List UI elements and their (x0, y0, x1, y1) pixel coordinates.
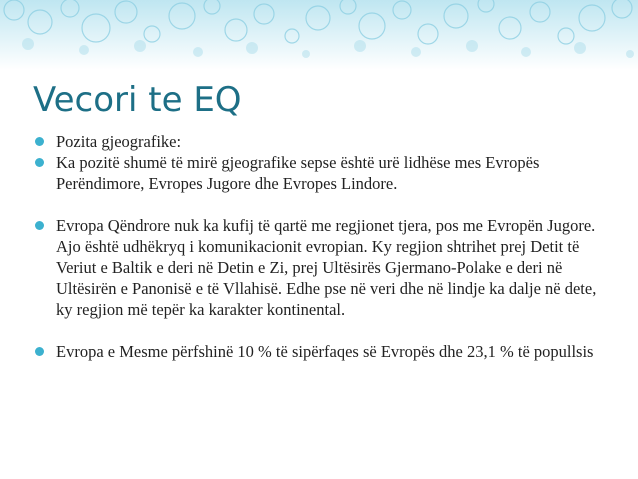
decorative-bubbles-header (0, 0, 638, 70)
bullet-text: Pozita gjeografike: (56, 132, 182, 151)
slide-title: Vecori te EQ (33, 80, 242, 120)
bullet-text: Ka pozitë shumë të mirë gjeografike sepse është urë lidhëse mes Evropës Perëndimore, Evropes Jugore dhe Evropes Lindore. (56, 153, 540, 193)
bullet-text: Evropa Qëndrore nuk ka kufij të qartë me regjionet tjera, pos me Evropën Jugore. Ajo është udhëkryq i komunikacionit evropian. Ky regjion shtrihet prej Detit të Veriut e Baltik e deri në Detin e Zi, prej Ultësirës Gjermano-Polake e deri në Ultësirën e Panonisë e të Vllahisë. Edhe pse në veri dhe në lindje ka dalje në dete, ky regjion më tepër ka karakter kontinental. (56, 216, 597, 319)
bullet-item (34, 215, 614, 320)
bullet-dot-icon (35, 158, 44, 167)
bullet-item (34, 341, 614, 362)
bullet-dot-icon (35, 221, 44, 230)
bullet-list (34, 131, 614, 362)
bullet-text: Evropa e Mesme përfshinë 10 % të sipërfaqes së Evropës dhe 23,1 % të popullsis (56, 342, 594, 361)
bullet-dot-icon (35, 137, 44, 146)
bullet-item (34, 152, 614, 194)
bullet-dot-icon (35, 347, 44, 356)
bullet-item (34, 131, 614, 152)
